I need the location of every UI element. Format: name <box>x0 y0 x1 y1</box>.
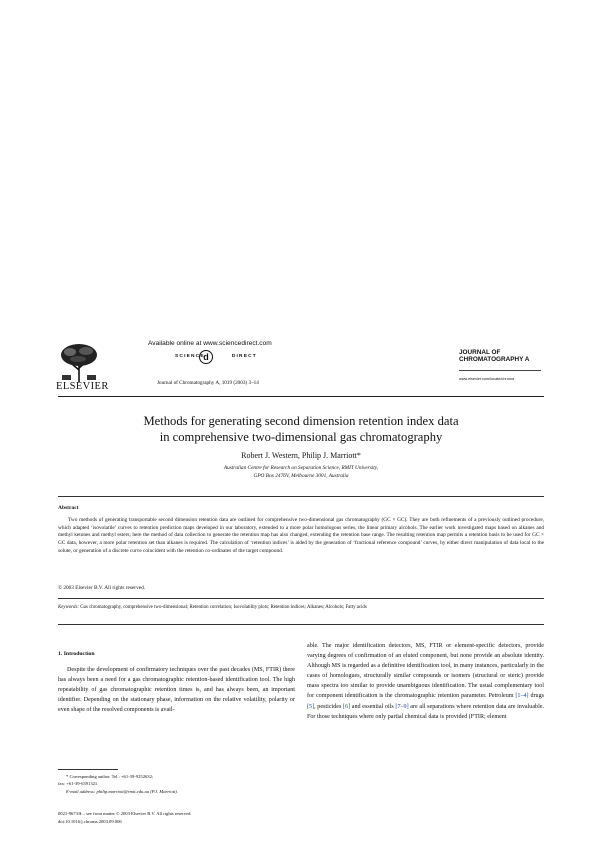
footer-issn: 0021-9673/$ – see front matter © 2003 Elsevier B.V. All rights reserved. <box>58 811 192 816</box>
keywords-label: Keywords: <box>58 605 80 610</box>
title-line-1: Methods for generating second dimension retention index data <box>143 414 459 428</box>
sd-brand-left: SCIENCE <box>175 354 205 359</box>
footnote-rule <box>58 769 118 770</box>
journal-divider <box>459 370 541 371</box>
left-column <box>58 665 295 715</box>
affiliation-line-1: Australian Centre for Research on Separation Science, RMIT University, <box>223 465 379 471</box>
abstract-top-rule <box>58 496 544 497</box>
copyright-notice: © 2003 Elsevier B.V. All rights reserved. <box>58 585 146 591</box>
keywords-list: Gas chromatography, comprehensive two-dimensional; Retention correlation; Isovolatility plots; Retention indices; Alkanes; Alcohols; Fatty acids <box>79 605 367 610</box>
journal-url[interactable]: www.elsevier.com/locate/chroma <box>459 377 515 381</box>
publisher-name: ELSEVIER <box>56 381 109 392</box>
keywords <box>58 604 544 611</box>
citation-link[interactable]: [7–9] <box>395 703 409 710</box>
article-title <box>58 413 544 445</box>
keywords-top-rule <box>58 598 544 599</box>
author-affiliation <box>58 465 544 480</box>
right-column <box>307 641 544 722</box>
citation-link[interactable]: [6] <box>343 703 351 710</box>
journal-name <box>459 349 529 364</box>
abstract-body <box>58 517 544 556</box>
sciencedirect-at-icon: d <box>199 350 213 364</box>
affiliation-line-2: GPO Box 2476V, Melbourne 3001, Australia <box>253 472 349 479</box>
abstract-heading: Abstract <box>58 505 79 511</box>
header-divider <box>58 396 544 397</box>
keywords-bottom-rule <box>58 624 544 625</box>
intro-paragraph-right <box>307 641 544 722</box>
available-online-text[interactable]: Available online at www.sciencedirect.com <box>148 340 272 347</box>
title-line-2: in comprehensive two-dimensional gas chromatography <box>159 430 443 444</box>
sciencedirect-brand <box>175 354 257 359</box>
footnote <box>58 773 295 795</box>
abstract-paragraph: Two methods of generating transportable second dimension retention data are outlined for comprehensive two-dimensional gas chromatography (GC × GC). They are both refinements of a previously outlined procedure, which adapted ‘isovolatile’ curves to retention prediction maps developed in our laboratory, extended to a more polar homologous series, the linear primary alcohols. The earlier work investigated maps based on alkanes and methyl ketones and methyl esters; here the method of data collection to generate the retention map has also changed, extending the retention base range. The resulting retention map permits a retention basis to be used for GC × GC data, however, a more polar retention set than alkanes is required. The calculation of ‘retention indices’ is aided by the generation of ‘fractional reference compound’ curves, by either direct manipulation of data local to the solute, or generation of a discrete curve coincident with the retention co-ordinates of the target compound. <box>58 517 544 554</box>
journal-name-line2: CHROMATOGRAPHY A <box>459 356 530 364</box>
intro-text-e: are all separations where retention data are invaluable. For those techniques where only partial chemical data is provided (FTIR; element <box>307 703 544 720</box>
elsevier-tree-logo <box>58 342 100 382</box>
citation-link[interactable]: [5] <box>307 703 315 710</box>
section-heading-introduction: 1. Introduction <box>58 651 95 657</box>
journal-reference: Journal of Chromatography A, 1019 (2003) 3–14 <box>157 380 259 386</box>
journal-name-line1: JOURNAL OF <box>459 349 501 356</box>
sd-brand-right: DIRECT <box>231 354 257 359</box>
footnote-line-2: fax: +61-39-6391321. <box>58 781 99 787</box>
footnote-email[interactable]: E-mail address: philip.marriott@rmit.edu.au (P.J. Marriott). <box>66 788 178 794</box>
page-footer <box>58 810 544 826</box>
intro-text-a: able. The major identification detectors, MS, FTIR or element-specific detectors, provide varying degrees of confirmation of an eluted component, but none provide an absolute identity. Although MS is regarded as a definitive identification tool, in many instances, particularly in the cases of homologues, structurally similar compounds or isomers (structural or steric) provide mass spectra too similar to provide unambiguous identification. The usual complementary tool for component identification is the chromatographic retention parameter. Petroleum <box>307 643 544 700</box>
intro-text-b: drugs <box>528 693 544 700</box>
intro-text-c: , pesticides <box>314 703 344 710</box>
intro-paragraph-left: Despite the development of confirmatory techniques over the past decades (MS, FTIR) there has always been a need for a gas chromatographic retention-based identification tool. The high repeatability of gas chromatographic retention times is, and has always been, an important identifier. Depending on the stationary phase, information on the relative volatility, polarity or even shape of the resolved components is avail- <box>58 667 295 714</box>
footer-doi[interactable]: doi:10.1016/j.chroma.2003.09.006 <box>58 818 122 824</box>
intro-text-d: and essential oils <box>350 703 396 710</box>
citation-link[interactable]: [1–4] <box>515 693 529 700</box>
footnote-line-1: * Corresponding author. Tel.: +61-39-9252632; <box>66 774 154 779</box>
article-authors: Robert J. Western, Philip J. Marriott* <box>241 451 361 460</box>
